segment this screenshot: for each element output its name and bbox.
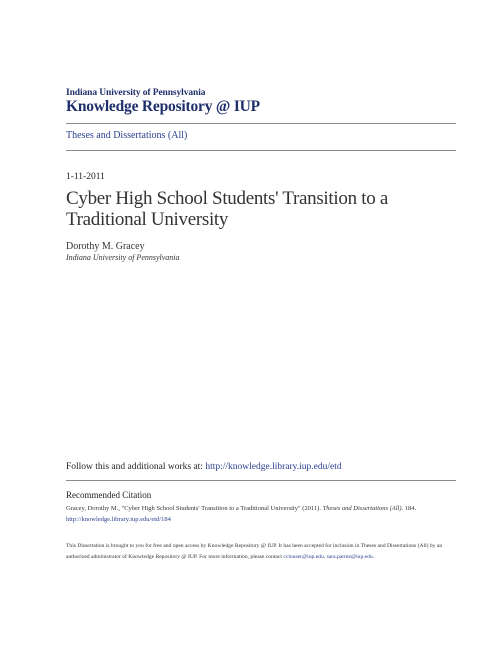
- citation-body: Gracey, Dorothy M., "Cyber High School Students' Transition to a Traditional University" (2011).: [66, 505, 323, 512]
- collection-divider: [66, 150, 456, 151]
- citation-number: . 184.: [401, 505, 417, 512]
- document-title: Cyber High School Students' Transition to a Traditional University: [66, 188, 388, 230]
- citation-url-link[interactable]: http://knowledge.library.iup.edu/etd/184: [66, 516, 171, 523]
- citation-journal: Theses and Dissertations (All): [322, 505, 402, 512]
- access-statement: [66, 541, 456, 563]
- statement-text: This Dissertation is brought to you for free and open access by Knowledge Repository @ IUP. It has been accepted for inclusion in Theses and Dissertations (All) by an authorized administrator of Knowledge Repository @ IUP. For more information, please contact: [66, 543, 443, 560]
- follow-text: Follow this and additional works at:: [66, 462, 206, 472]
- publication-date: 1-11-2011: [66, 172, 105, 182]
- collection-link[interactable]: Theses and Dissertations (All): [66, 130, 188, 141]
- collection-url-link[interactable]: http://knowledge.library.iup.edu/etd: [205, 462, 342, 472]
- repository-name[interactable]: Knowledge Repository @ IUP: [66, 98, 260, 115]
- follow-line: [66, 462, 342, 472]
- contact-email-link-1[interactable]: cclouser@iup.edu: [283, 554, 324, 560]
- citation-text: [66, 503, 456, 525]
- institution-name: Indiana University of Pennsylvania: [66, 88, 206, 98]
- author-name: Dorothy M. Gracey: [66, 241, 145, 252]
- recommended-citation-heading: Recommended Citation: [66, 490, 152, 500]
- statement-end: .: [372, 554, 375, 560]
- author-affiliation: Indiana University of Pennsylvania: [66, 253, 180, 262]
- contact-email-link-2[interactable]: sara.parme@iup.edu: [326, 554, 373, 560]
- header-divider: [66, 123, 456, 124]
- statement-separator: ,: [323, 554, 327, 560]
- footer-divider: [66, 480, 456, 481]
